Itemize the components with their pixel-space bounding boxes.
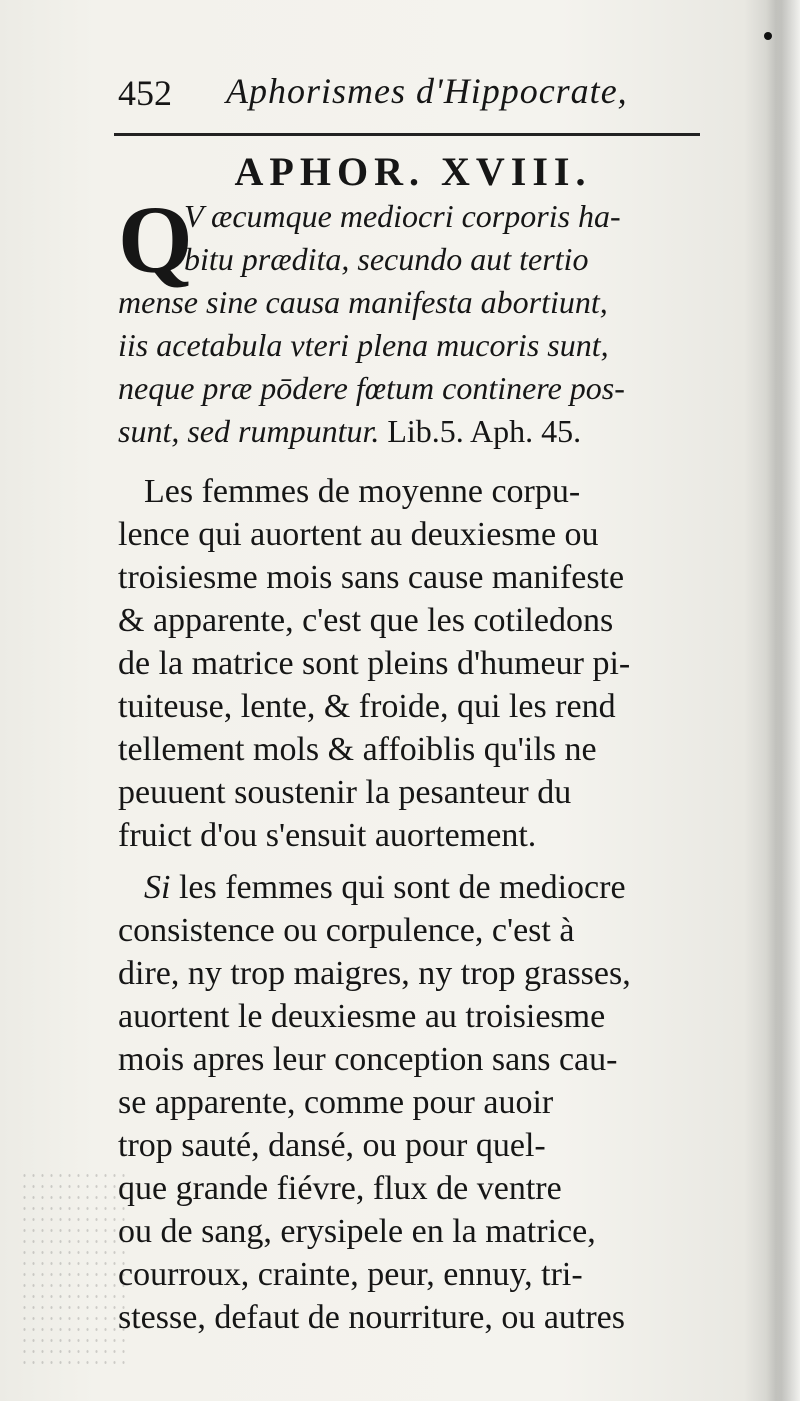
text-line: courroux, crainte, peur, ennuy, tri- — [118, 1256, 583, 1293]
text-line: de la matrice sont pleins d'humeur pi- — [118, 645, 631, 682]
latin-line: mense sine causa manifesta abortiunt, — [118, 284, 608, 320]
header-rule — [114, 133, 700, 136]
text-line: tuiteuse, lente, & froide, qui les rend — [118, 688, 616, 725]
running-title: Aphorismes d'Hippocrate, — [226, 71, 628, 111]
first-word: Si — [144, 869, 171, 906]
page-gutter-shadow — [766, 0, 800, 1401]
text-line: troisiesme mois sans cause manifeste — [118, 559, 625, 596]
latin-line-last — [118, 410, 708, 453]
french-paragraph-1 — [118, 470, 708, 857]
text-line: dire, ny trop maigres, ny trop grasses, — [118, 955, 631, 992]
latin-line: V æcumque mediocri corporis ha- — [184, 198, 621, 234]
french-paragraph-2 — [118, 866, 708, 1339]
text-line: tellement mols & affoiblis qu'ils ne — [118, 731, 597, 768]
text-line: ou de sang, erysipele en la matrice, — [118, 1213, 596, 1250]
latin-line: bitu prædita, secundo aut tertio — [184, 241, 589, 277]
text-line: peuuent soustenir la pesanteur du — [118, 774, 572, 811]
page-number: 452 — [118, 73, 172, 113]
text-line: se apparente, comme pour auoir — [118, 1084, 554, 1121]
text-line: mois apres leur conception sans cau- — [118, 1041, 618, 1078]
latin-aphorism — [118, 186, 708, 453]
text-line: lence qui auortent au deuxiesme ou — [118, 516, 599, 553]
latin-line: iis acetabula vteri plena mucoris sunt, — [118, 327, 609, 363]
text-line: consistence ou corpulence, c'est à — [118, 912, 575, 949]
latin-line: neque præ pōdere fœtum continere pos- — [118, 370, 625, 406]
paper-speckle — [20, 1170, 130, 1370]
text-line: & apparente, c'est que les cotiledons — [118, 602, 614, 639]
text-line: trop sauté, dansé, ou pour quel- — [118, 1127, 546, 1164]
book-reference: Lib.5. Aph. 45. — [379, 413, 582, 449]
first-line-rest: les femmes qui sont de mediocre — [170, 869, 626, 906]
text-line: stesse, defaut de nourriture, ou autres — [118, 1299, 625, 1336]
text-line: auortent le deuxiesme au troisiesme — [118, 998, 606, 1035]
latin-last-text: sunt, sed rumpuntur. — [118, 413, 380, 449]
aphorism-heading: APHOR. XVIII. — [234, 149, 592, 194]
text-line: Les femmes de moyenne corpu- — [144, 473, 581, 510]
text-line: fruict d'ou s'ensuit auortement. — [118, 817, 537, 854]
drop-cap: Q — [118, 186, 193, 293]
text-line: que grande fiévre, flux de ventre — [118, 1170, 562, 1207]
ink-spot — [764, 32, 772, 40]
running-head — [118, 66, 708, 116]
text-line — [118, 866, 708, 909]
